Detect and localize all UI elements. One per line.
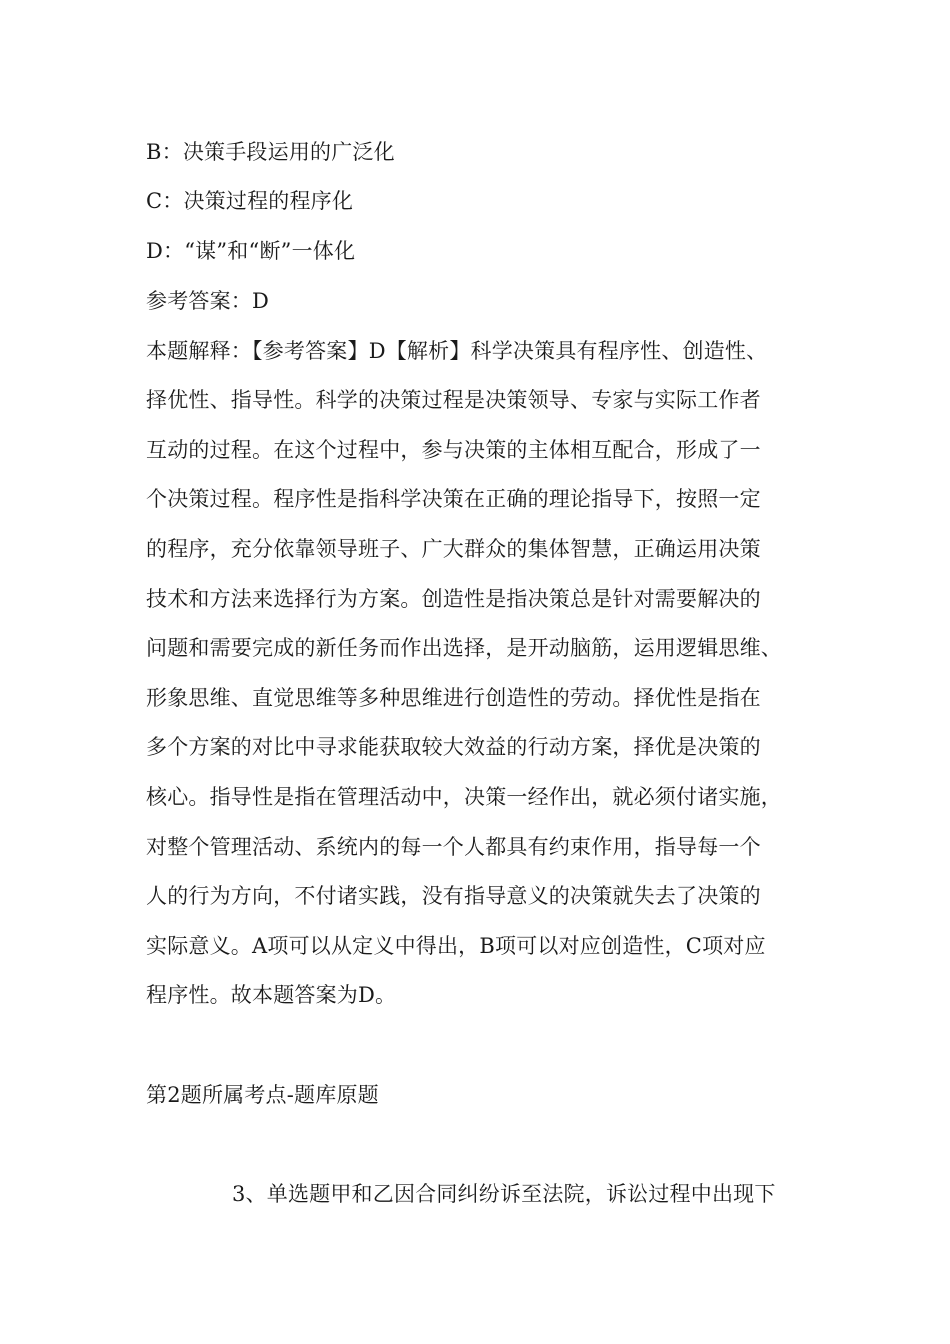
explanation-line: 本题解释：【参考答案】D【解析】科学决策具有程序性、创造性、 [146, 339, 768, 363]
explanation-line: 个决策过程。程序性是指科学决策在正确的理论指导下，按照一定 [146, 487, 761, 511]
reference-answer: 参考答案：D [146, 289, 270, 313]
explanation-line: 的程序，充分依靠领导班子、广大群众的集体智慧，正确运用决策 [146, 537, 761, 561]
explanation-line: 程序性。故本题答案为D。 [146, 983, 397, 1007]
topic-note: 第2题所属考点-题库原题 [146, 1083, 379, 1107]
explanation-line: 核心。指导性是指在管理活动中，决策一经作出，就必须付诸实施， [146, 785, 782, 809]
option-c: C：决策过程的程序化 [146, 189, 354, 213]
explanation-line: 实际意义。A项可以从定义中得出，B项可以对应创造性，C项对应 [146, 934, 766, 958]
explanation-line: 择优性、指导性。科学的决策过程是决策领导、专家与实际工作者 [146, 388, 761, 412]
explanation-line: 问题和需要完成的新任务而作出选择，是开动脑筋，运用逻辑思维、 [146, 636, 782, 660]
explanation-line: 多个方案的对比中寻求能获取较大效益的行动方案，择优是决策的 [146, 735, 761, 759]
explanation-line: 人的行为方向，不付诸实践，没有指导意义的决策就失去了决策的 [146, 884, 761, 908]
option-d: D：“谋”和“断”一体化 [146, 239, 356, 263]
explanation-line: 互动的过程。在这个过程中，参与决策的主体相互配合，形成了一 [146, 438, 761, 462]
explanation-line: 形象思维、直觉思维等多种思维进行创造性的劳动。择优性是指在 [146, 686, 761, 710]
explanation-line: 技术和方法来选择行为方案。创造性是指决策总是针对需要解决的 [146, 587, 761, 611]
next-question: 3、单选题甲和乙因合同纠纷诉至法院，诉讼过程中出现下 [232, 1182, 776, 1206]
explanation-line: 对整个管理活动、系统内的每一个人都具有约束作用，指导每一个 [146, 835, 761, 859]
option-b: B：决策手段运用的广泛化 [146, 140, 395, 164]
